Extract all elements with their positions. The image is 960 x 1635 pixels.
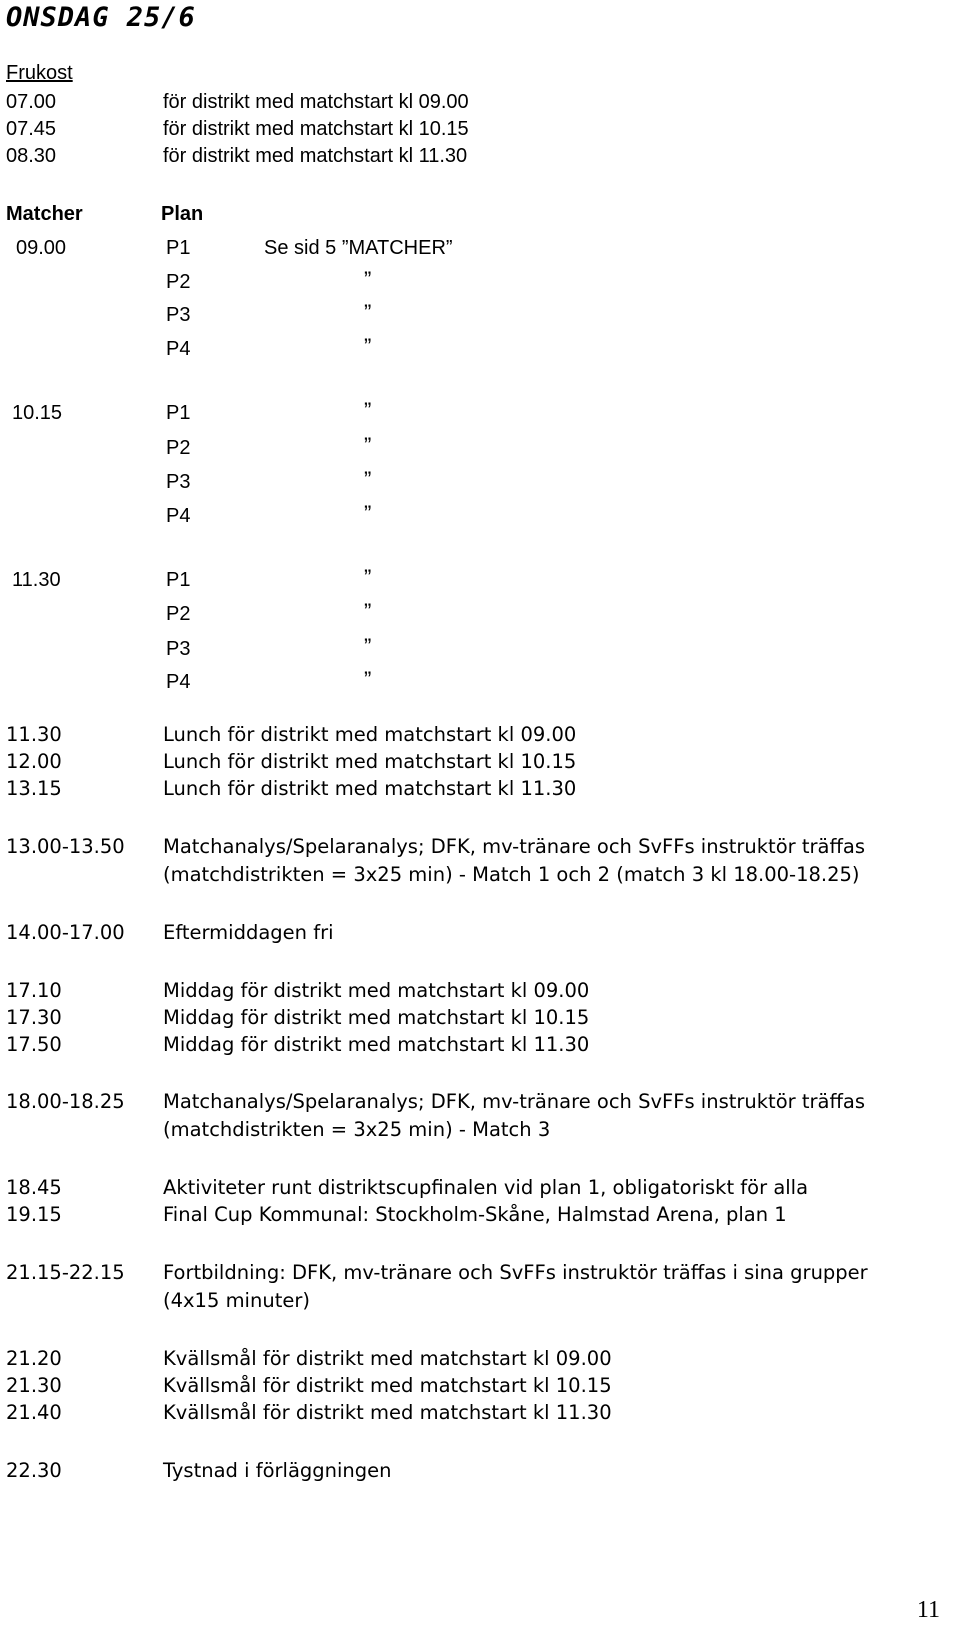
schedule-text: Tystnad i förläggningen: [163, 1459, 392, 1482]
schedule-time: 17.30: [6, 1006, 62, 1029]
schedule-time: 13.00-13.50: [6, 835, 125, 858]
schedule-time: 11.30: [6, 723, 62, 746]
schedule-text: Aktiviteter runt distriktscupfinalen vid plan 1, obligatoriskt för alla: [163, 1176, 809, 1199]
page-number: 11: [916, 1597, 940, 1623]
schedule-text: Matchanalys/Spelaranalys; DFK, mv-tränare och SvFFs instruktör träffas: [163, 835, 866, 858]
frukost-text: för distrikt med matchstart kl 10.15: [163, 118, 469, 140]
plan-label: P2: [166, 437, 191, 459]
schedule-time: 21.30: [6, 1374, 62, 1397]
frukost-time: 08.30: [6, 145, 57, 167]
schedule-time: 14.00-17.00: [6, 921, 125, 944]
plan-label: P1: [166, 569, 191, 591]
schedule-time: 21.40: [6, 1401, 62, 1424]
schedule-text: Final Cup Kommunal: Stockholm-Skåne, Halmstad Arena, plan 1: [163, 1203, 787, 1226]
ditto-mark: ”: [364, 634, 372, 659]
ditto-mark: ”: [364, 501, 372, 526]
schedule-text: Lunch för distrikt med matchstart kl 11.30: [163, 777, 577, 800]
frukost-text: för distrikt med matchstart kl 09.00: [163, 91, 469, 113]
schedule-text: Eftermiddagen fri: [163, 921, 334, 944]
schedule-text: Fortbildning: DFK, mv-tränare och SvFFs instruktör träffas i sina grupper: [163, 1261, 868, 1284]
schedule-time: 17.50: [6, 1033, 62, 1056]
ditto-mark: ”: [364, 667, 372, 692]
match-time: 10.15: [12, 402, 63, 424]
schedule-text: Kvällsmål för distrikt med matchstart kl 10.15: [163, 1374, 612, 1397]
schedule-text-continued: (matchdistrikten = 3x25 min) - Match 3: [163, 1118, 551, 1141]
schedule-time: 21.15-22.15: [6, 1261, 125, 1284]
frukost-time: 07.00: [6, 91, 57, 113]
plan-label: P4: [166, 505, 191, 527]
ditto-mark: ”: [364, 565, 372, 590]
schedule-text-continued: (4x15 minuter): [163, 1289, 310, 1312]
ditto-mark: ”: [364, 433, 372, 458]
schedule-text: Lunch för distrikt med matchstart kl 09.00: [163, 723, 577, 746]
plan-header: Plan: [161, 203, 204, 225]
schedule-time: 18.00-18.25: [6, 1090, 125, 1113]
plan-label: P1: [166, 237, 191, 259]
plan-label: P3: [166, 638, 191, 660]
page-heading: ONSDAG 25/6: [6, 2, 196, 33]
schedule-text: Middag för distrikt med matchstart kl 10.15: [163, 1006, 590, 1029]
plan-label: P2: [166, 603, 191, 625]
matcher-header: Matcher: [6, 203, 83, 225]
schedule-time: 17.10: [6, 979, 62, 1002]
matcher-reference: Se sid 5 ”MATCHER”: [264, 237, 453, 259]
schedule-text: Kvällsmål för distrikt med matchstart kl 11.30: [163, 1401, 612, 1424]
ditto-mark: ”: [364, 467, 372, 492]
match-time: 09.00: [16, 237, 67, 259]
frukost-time: 07.45: [6, 118, 57, 140]
plan-label: P4: [166, 338, 191, 360]
schedule-time: 13.15: [6, 777, 62, 800]
schedule-text-continued: (matchdistrikten = 3x25 min) - Match 1 och 2 (match 3 kl 18.00-18.25): [163, 863, 860, 886]
schedule-time: 18.45: [6, 1176, 62, 1199]
plan-label: P3: [166, 471, 191, 493]
ditto-mark: ”: [364, 300, 372, 325]
ditto-mark: ”: [364, 334, 372, 359]
frukost-title: Frukost: [6, 62, 73, 84]
schedule-text: Matchanalys/Spelaranalys; DFK, mv-tränare och SvFFs instruktör träffas: [163, 1090, 866, 1113]
schedule-time: 22.30: [6, 1459, 62, 1482]
schedule-text: Middag för distrikt med matchstart kl 09.00: [163, 979, 590, 1002]
ditto-mark: ”: [364, 398, 372, 423]
schedule-time: 12.00: [6, 750, 62, 773]
schedule-time: 21.20: [6, 1347, 62, 1370]
schedule-text: Middag för distrikt med matchstart kl 11.30: [163, 1033, 590, 1056]
plan-label: P2: [166, 271, 191, 293]
schedule-text: Kvällsmål för distrikt med matchstart kl 09.00: [163, 1347, 612, 1370]
plan-label: P3: [166, 304, 191, 326]
schedule-text: Lunch för distrikt med matchstart kl 10.15: [163, 750, 577, 773]
schedule-time: 19.15: [6, 1203, 62, 1226]
plan-label: P1: [166, 402, 191, 424]
ditto-mark: ”: [364, 267, 372, 292]
match-time: 11.30: [12, 569, 61, 591]
ditto-mark: ”: [364, 599, 372, 624]
plan-label: P4: [166, 671, 191, 693]
frukost-text: för distrikt med matchstart kl 11.30: [163, 145, 468, 167]
